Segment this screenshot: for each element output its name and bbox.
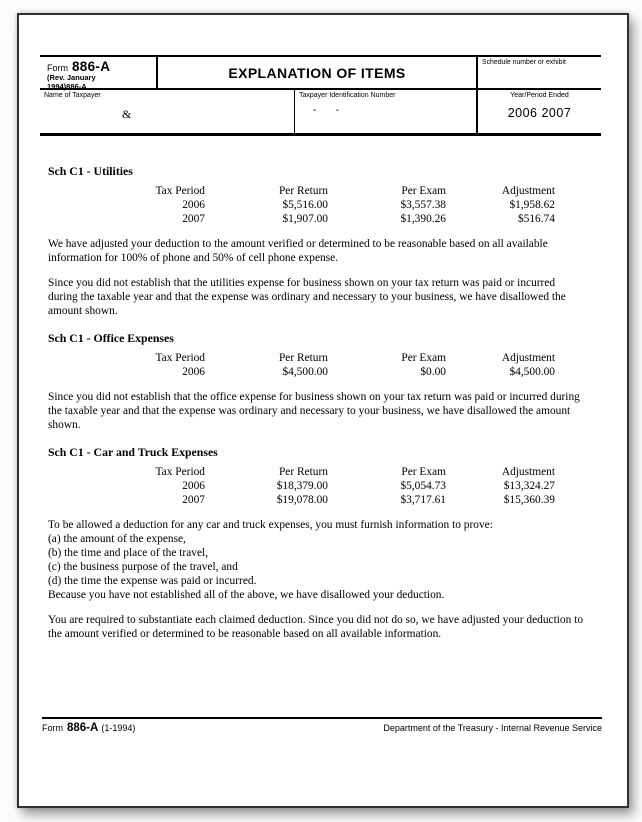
- explanation-paragraph: We have adjusted your deduction to the amount verified or determined to be reasonable based on all available information for 100% of phone and 50% of cell phone expense.: [48, 238, 548, 264]
- column-header: Tax Period: [155, 352, 205, 364]
- per-return-value: $5,516.00: [282, 199, 328, 211]
- form-number: 886-A: [72, 59, 111, 74]
- tax-period-value: 2006: [182, 480, 205, 492]
- form-title: EXPLANATION OF ITEMS: [158, 57, 478, 88]
- tax-period-value: 2006: [182, 366, 205, 378]
- column-header: Per Return: [278, 185, 328, 197]
- requirement-intro-line: To be allowed a deduction for any car and truck expenses, you must furnish information to prove:: [48, 519, 493, 531]
- tax-period-value: 2006: [182, 199, 205, 211]
- per-exam-value: $3,717.61: [400, 494, 446, 506]
- form-revision-line-2: 1994)886-A: [47, 81, 87, 91]
- footer-form-word: Form: [42, 723, 63, 733]
- taxpayer-name-value: &: [122, 107, 132, 121]
- table-row: [48, 212, 555, 226]
- requirement-item-c: (c) the business purpose of the travel, and: [48, 561, 238, 573]
- section-heading-car-truck-expenses: Sch C1 - Car and Truck Expenses: [48, 445, 218, 459]
- requirement-item-b: (b) the time and place of the travel,: [48, 547, 209, 559]
- tax-period-value: 2007: [182, 213, 205, 225]
- footer-agency: Department of the Treasury - Internal Revenue Service: [383, 723, 602, 733]
- explanation-paragraph: Since you did not establish that the utilities expense for business shown on your tax return was paid or incurred during the taxable year and that the expense was ordinary and necessary to your business, we have disallowed the amount shown.: [48, 277, 566, 317]
- column-header: Tax Period: [155, 185, 205, 197]
- per-exam-value: $1,390.26: [400, 213, 446, 225]
- footer-form-number: 886-A: [67, 722, 99, 734]
- taxpayer-id-cell: [295, 90, 478, 133]
- table-header-row: [48, 184, 555, 198]
- year-period-value: 2006 2007: [507, 106, 572, 120]
- form-number-cell: [40, 57, 158, 91]
- column-header: Adjustment: [501, 185, 555, 197]
- form-header-table: [40, 55, 601, 136]
- tax-period-value: 2007: [182, 494, 205, 506]
- adjustment-value: $1,958.62: [509, 199, 555, 211]
- column-header: Per Exam: [401, 352, 446, 364]
- column-header: Per Return: [278, 466, 328, 478]
- column-header: Per Exam: [401, 466, 446, 478]
- schedule-number-cell: [478, 57, 601, 88]
- section-heading-office-expenses: Sch C1 - Office Expenses: [48, 331, 174, 345]
- table-row: [48, 198, 555, 212]
- column-header: Tax Period: [155, 466, 205, 478]
- adjustment-value: $516.74: [517, 213, 555, 225]
- explanation-paragraph: Since you did not establish that the office expense for business shown on your tax return was paid or incurred during the taxable year and that the expense was ordinary and necessary to your business, we have disallowed the amount shown.: [48, 391, 580, 431]
- schedule-label: Schedule number or exhibit: [482, 59, 566, 66]
- column-header: Per Return: [278, 352, 328, 364]
- office-expenses-adjustment-table: [48, 351, 555, 379]
- taxpayer-id-label: Taxpayer Identification Number: [299, 92, 396, 99]
- header-row-1: [40, 57, 601, 90]
- document-page: [17, 13, 629, 808]
- explanation-paragraph: You are required to substantiate each claimed deduction. Since you did not do so, we have adjusted your deduction to the amount verified or determined to be reasonable based on all available information.: [48, 614, 584, 640]
- table-row: [48, 493, 555, 507]
- per-return-value: $1,907.00: [282, 213, 328, 225]
- column-header: Adjustment: [501, 466, 555, 478]
- page-footer: [42, 717, 602, 734]
- column-header: Per Exam: [401, 185, 446, 197]
- utilities-adjustment-table: [48, 184, 555, 226]
- table-header-row: [48, 465, 555, 479]
- form-word: Form: [47, 63, 68, 73]
- footer-form-revision: (1-1994): [101, 723, 136, 733]
- adjustment-value: $15,360.39: [503, 494, 555, 506]
- header-row-2: [40, 90, 601, 133]
- adjustment-value: $4,500.00: [509, 366, 555, 378]
- taxpayer-name-label: Name of Taxpayer: [44, 92, 101, 99]
- per-exam-value: $5,054.73: [400, 480, 446, 492]
- form-id-line: [47, 59, 156, 74]
- per-return-value: $19,078.00: [276, 494, 328, 506]
- car-truck-adjustment-table: [48, 465, 555, 507]
- year-period-cell: [478, 90, 601, 133]
- column-header: Adjustment: [501, 352, 555, 364]
- section-heading-utilities: Sch C1 - Utilities: [48, 164, 133, 178]
- table-row: [48, 365, 555, 379]
- per-exam-value: $3,557.38: [400, 199, 446, 211]
- table-header-row: [48, 351, 555, 365]
- adjustment-value: $13,324.27: [503, 480, 555, 492]
- requirement-item-a: (a) the amount of the expense,: [48, 533, 186, 545]
- taxpayer-name-cell: [40, 90, 295, 133]
- table-row: [48, 479, 555, 493]
- disallowed-conclusion-line: Because you have not established all of the above, we have disallowed your deduction.: [48, 589, 445, 601]
- per-return-value: $18,379.00: [276, 480, 328, 492]
- requirement-item-d: (d) the time the expense was paid or incurred.: [48, 575, 257, 587]
- per-return-value: $4,500.00: [282, 366, 328, 378]
- taxpayer-id-value: - -: [313, 105, 340, 116]
- footer-form-id: [42, 722, 135, 734]
- per-exam-value: $0.00: [420, 366, 446, 378]
- year-period-label: Year/Period Ended: [510, 92, 569, 99]
- form-revision-line-1: (Rev. January: [47, 73, 96, 82]
- document-body: [48, 164, 587, 641]
